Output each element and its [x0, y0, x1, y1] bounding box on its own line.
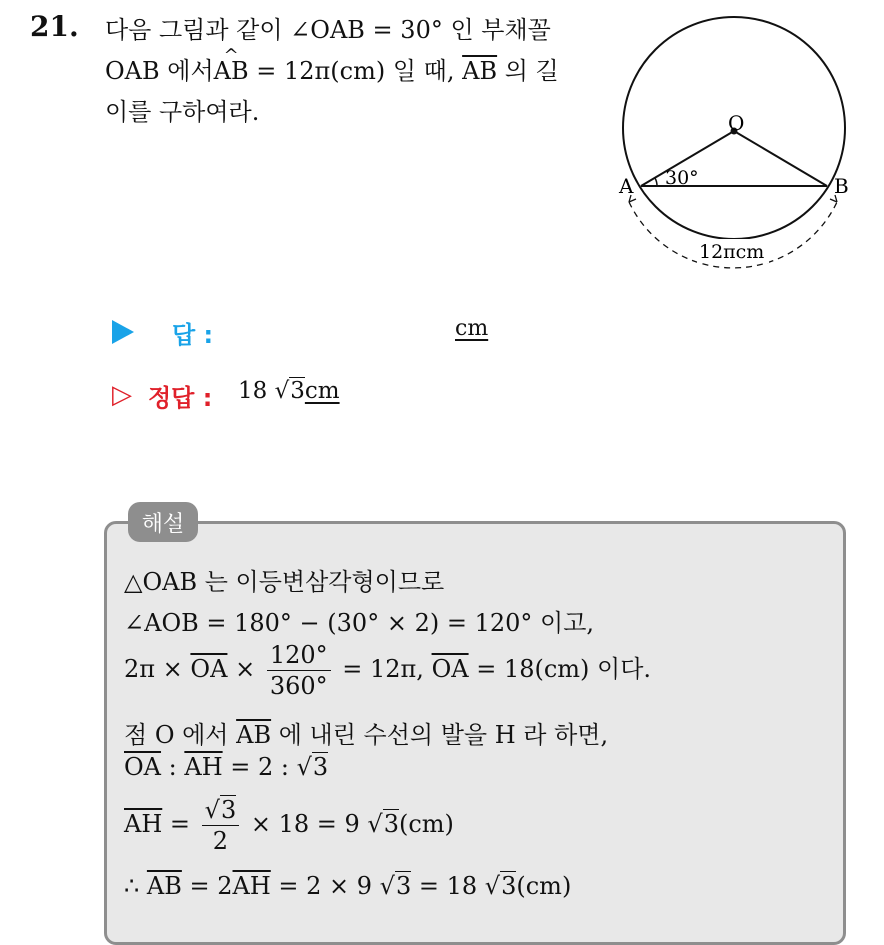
exp-text: = 12π, — [334, 655, 432, 683]
radicand: 3 — [220, 796, 237, 824]
exp-line-6 — [124, 795, 454, 856]
answer-marker-icon — [112, 320, 134, 344]
question-line-2 — [105, 51, 590, 92]
frac-denominator: 2 — [212, 827, 229, 855]
question-line-3: 이를 구하여라. — [105, 98, 260, 126]
frac-denominator: 360° — [269, 672, 328, 700]
exp-text: ∴ — [124, 872, 147, 900]
exp-text: × 18 = 9 √ — [243, 810, 383, 838]
segment-oa: $\overline{OA}$ — [124, 753, 162, 781]
angle-label: 30° — [665, 167, 699, 189]
correct-num: 18 √ — [238, 378, 290, 404]
correct-label: 정답 : — [148, 384, 213, 412]
question-text — [105, 10, 590, 133]
sector-figure — [605, 10, 865, 275]
exp-text: = 2 — [181, 872, 233, 900]
correct-value — [238, 378, 340, 404]
fraction-sqrt3-2 — [202, 795, 240, 856]
exp-text: = 2 : √ — [222, 753, 312, 781]
label-o: O — [728, 111, 745, 135]
exp-text: × — [227, 655, 263, 683]
exp-line-4 — [124, 715, 608, 750]
explanation-tab: 해설 — [128, 502, 198, 542]
frac-numerator — [202, 795, 240, 826]
exp-text: (cm) — [398, 810, 454, 838]
exp-text: 2π × — [124, 655, 191, 683]
sqrt-symbol: √ — [204, 796, 220, 824]
radicand: 3 — [501, 872, 517, 900]
label-b: B — [834, 174, 849, 198]
exp-line-2: ∠AOB = 180° − (30° × 2) = 120° 이고, — [124, 609, 595, 637]
question-number: 21. — [30, 10, 79, 43]
exp-line-3 — [124, 640, 651, 701]
segment-ah: $\overline{AH}$ — [232, 872, 271, 900]
exp-text: = 18(cm) 이다. — [468, 655, 652, 683]
answer-unit: cm — [455, 316, 489, 341]
exp-line-7 — [124, 872, 571, 900]
exp-text: = — [162, 810, 198, 838]
radicand: 3 — [395, 872, 412, 900]
segment-ab: $\overline{AB}$ — [236, 721, 272, 749]
arc-label: 12πcm — [699, 241, 765, 263]
q-text: OAB 에서 — [105, 57, 214, 85]
segment-ab: $\overline{AB}$ — [462, 57, 498, 85]
answer-label: 답 : — [172, 321, 214, 349]
question-line-1: 다음 그림과 같이 ∠OAB = 30° 인 부채꼴 — [105, 16, 551, 44]
segment-oa: $\overline{OA}$ — [190, 655, 228, 683]
fraction-120-360 — [267, 640, 331, 701]
radicand: 3 — [312, 753, 329, 781]
segment-ah: $\overline{AH}$ — [184, 753, 223, 781]
radius-ob — [734, 131, 827, 186]
angle-mark — [655, 178, 657, 186]
exp-text: = 2 × 9 √ — [270, 872, 395, 900]
exp-text: (cm) — [516, 872, 572, 900]
frac-numerator: 120° — [267, 640, 331, 671]
arc-ab: ^ AB — [214, 51, 249, 92]
segment-ah: $\overline{AH}$ — [124, 810, 163, 838]
segment-oa: $\overline{OA}$ — [431, 655, 469, 683]
correct-radicand: 3 — [290, 378, 305, 404]
exp-text: 에 내린 수선의 발을 H 라 하면, — [271, 721, 609, 749]
segment-ab: $\overline{AB}$ — [146, 872, 182, 900]
exp-line-5 — [124, 753, 328, 781]
correct-unit: cm — [304, 378, 340, 404]
exp-text: 점 O 에서 — [124, 721, 237, 749]
exp-line-1: △OAB 는 이등변삼각형이므로 — [124, 568, 445, 596]
radicand: 3 — [383, 810, 399, 838]
q-text: 의 길 — [497, 57, 559, 85]
exp-text: : — [161, 753, 185, 781]
exp-text: = 18 √ — [411, 872, 501, 900]
q-text: = 12π(cm) 일 때, — [248, 57, 463, 85]
label-a: A — [619, 174, 634, 198]
correct-marker-icon: ▷ — [112, 380, 132, 410]
